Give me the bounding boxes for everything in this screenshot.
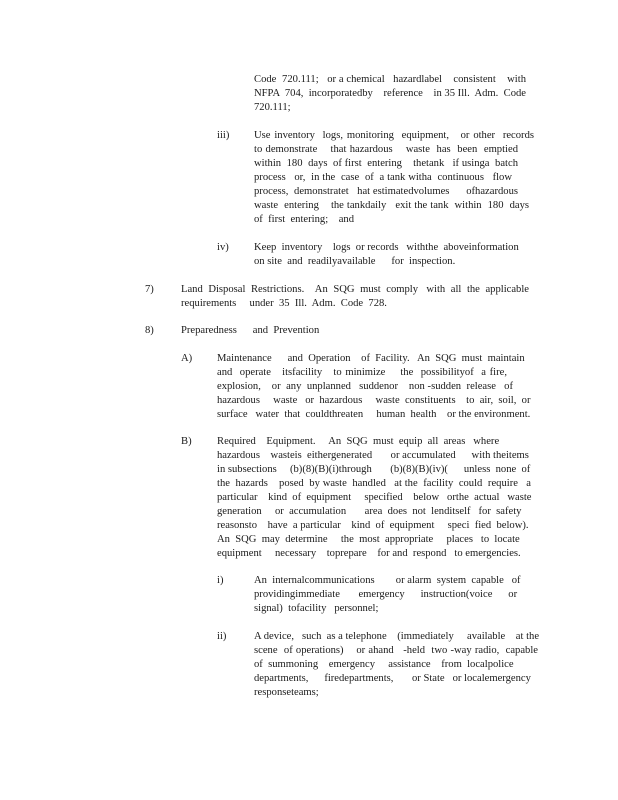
sub-label-a: A) bbox=[181, 353, 193, 364]
item-label-ii: ii) bbox=[217, 631, 227, 642]
text-line: of first entering; and bbox=[254, 214, 355, 225]
sub-b-paragraph bbox=[217, 435, 531, 561]
text-line: and operate itsfacility to minimize the possibilityof a fire, bbox=[217, 367, 507, 378]
text-line: within 180 days of first entering thetank if usinga batch bbox=[254, 158, 518, 169]
text-line: hazardous waste or hazardous waste constituents to air, soil, or bbox=[217, 395, 531, 406]
text-line: A device, such as a telephone (immediately available at the bbox=[254, 631, 540, 642]
text-line: explosion, or any unplanned suddenor non -sudden release of bbox=[217, 381, 513, 392]
text-line: waste entering the tankdaily exit the tank within 180 days bbox=[254, 200, 529, 211]
text-line: on site and readilyavailable for inspection. bbox=[254, 256, 456, 267]
text-line: particular kind of equipment specified below orthe actual waste bbox=[217, 492, 532, 503]
text-line: surface water that couldthreaten human health or the environment. bbox=[217, 409, 531, 420]
item-iii-paragraph bbox=[254, 129, 534, 227]
sub-label-b: B) bbox=[181, 436, 192, 447]
item-iv-paragraph bbox=[254, 241, 519, 269]
text-line: reasonsto have a particular kind of equipment speci fied below). bbox=[217, 520, 529, 531]
text-line: Preparedness and Prevention bbox=[181, 325, 320, 336]
text-line: Code 720.111; or a chemical hazardlabel consistent with bbox=[254, 74, 526, 85]
text-line: providingimmediate emergency instruction(voice or bbox=[254, 589, 518, 600]
text-line: An internalcommunications or alarm system capable of bbox=[254, 575, 521, 586]
item-ii-paragraph bbox=[254, 630, 538, 700]
text-line: Required Equipment. An SQG must equip all areas where bbox=[217, 436, 500, 447]
text-line: to demonstrate that hazardous waste has been emptied bbox=[254, 144, 518, 155]
text-line: signal) tofacility personnel; bbox=[254, 603, 379, 614]
text-line: responseteams; bbox=[254, 687, 319, 698]
text-line: in subsections (b)(8)(B)(i)through (b)(8)(B)(iv)( unless none of bbox=[217, 464, 531, 475]
section-7-paragraph bbox=[181, 283, 529, 311]
section-label-8: 8) bbox=[145, 325, 154, 336]
section-8-heading bbox=[181, 324, 381, 338]
item-label-iv: iv) bbox=[217, 242, 229, 253]
text-line: An SQG may determine the most appropriate places to locate bbox=[217, 534, 520, 545]
text-line: scene of operations) or ahand -held two -way radio, capable bbox=[254, 645, 538, 656]
text-line: Keep inventory logs or records withthe aboveinformation bbox=[254, 242, 519, 253]
continued-paragraph bbox=[254, 73, 526, 115]
section-label-7: 7) bbox=[145, 284, 154, 295]
text-line: Maintenance and Operation of Facility. An SQG must maintain bbox=[217, 353, 525, 364]
text-line: process, demonstratet hat estimatedvolumes ofhazardous bbox=[254, 186, 518, 197]
text-line: generation or accumulation area does not lenditself for safety bbox=[217, 506, 522, 517]
text-line: process or, in the case of a tank witha continuous flow bbox=[254, 172, 512, 183]
item-i-paragraph bbox=[254, 574, 520, 616]
item-label-iii: iii) bbox=[217, 130, 230, 141]
text-line: requirements under 35 Ill. Adm. Code 728. bbox=[181, 298, 387, 309]
text-line: the hazards posed by waste handled at the facility could require a bbox=[217, 478, 531, 489]
text-line: hazardous wasteis eithergenerated or accumulated with theitems bbox=[217, 450, 529, 461]
text-line: departments, firedepartments, or State or localemergency bbox=[254, 673, 531, 684]
text-line: of summoning emergency assistance from localpolice bbox=[254, 659, 514, 670]
text-line: Use inventory logs, monitoring equipment, or other records bbox=[254, 130, 534, 141]
text-line: equipment necessary toprepare for and respond to emergencies. bbox=[217, 548, 521, 559]
sub-a-paragraph bbox=[217, 352, 531, 422]
item-label-i: i) bbox=[217, 575, 224, 586]
text-line: Land Disposal Restrictions. An SQG must comply with all the applicable bbox=[181, 284, 529, 295]
text-line: NFPA 704, incorporatedby reference in 35 Ill. Adm. Code bbox=[254, 88, 526, 99]
text-line: 720.111; bbox=[254, 102, 291, 113]
